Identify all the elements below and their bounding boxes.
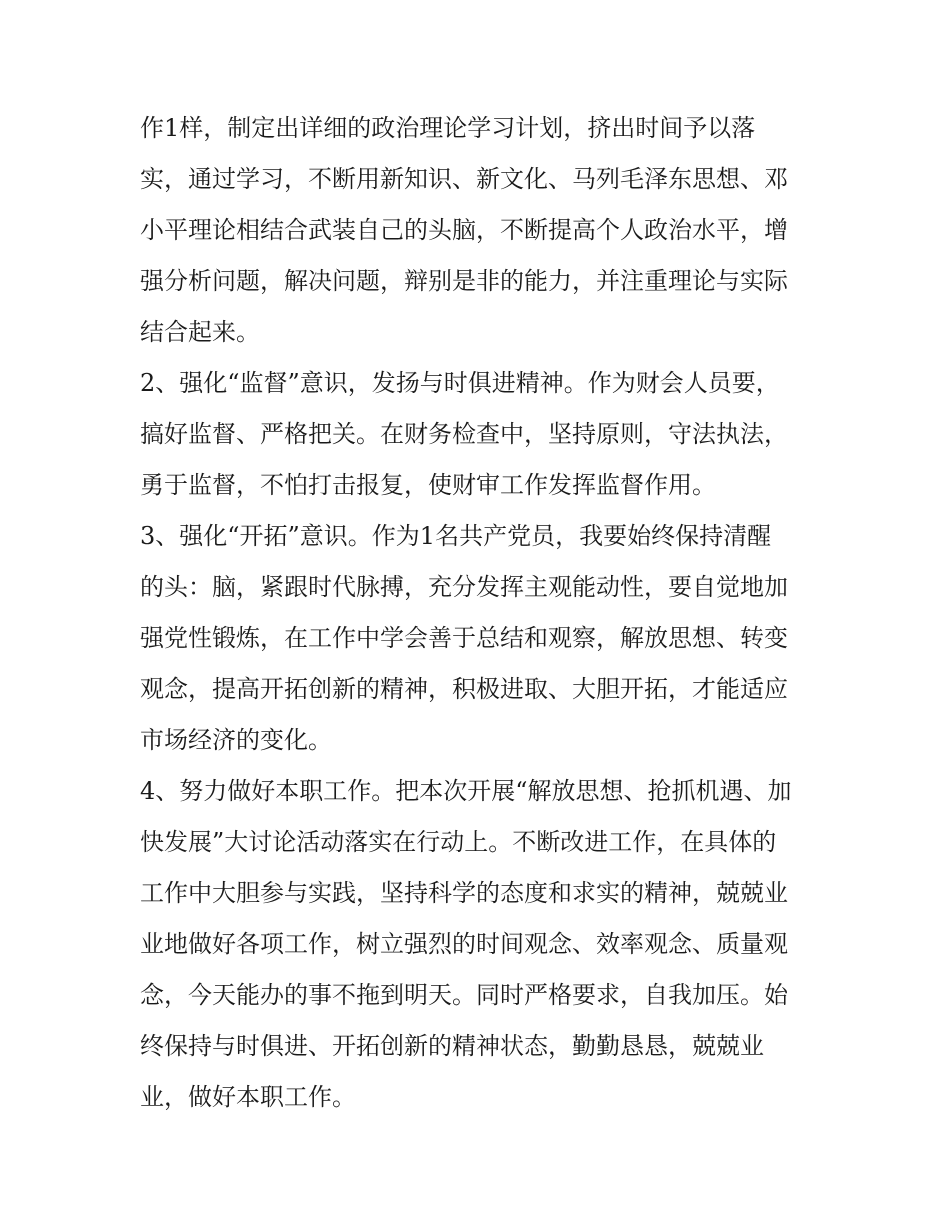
text-line: 终保持与时俱进、开拓创新的精神状态，勤勤恳恳，兢兢业 — [140, 1032, 764, 1060]
text-line: 市场经济的变化。 — [140, 726, 332, 754]
text-line: 4、努力做好本职工作。把本次开展“解放思想、抢抓机遇、加 — [140, 777, 792, 805]
text-line: 2、强化“监督”意识，发扬与时俱进精神。作为财会人员要， — [140, 369, 780, 397]
text-line: 3、强化“开拓”意识。作为1名共产党员，我要始终保持清醒 — [140, 522, 772, 550]
text-line: 强分析问题，解决问题，辩别是非的能力，并注重理论与实际 — [140, 267, 788, 295]
text-line: 观念，提高开拓创新的精神，积极进取、大胆开拓，才能适应 — [140, 675, 788, 703]
text-line: 的头：脑，紧跟时代脉搏，充分发挥主观能动性，要自觉地加 — [140, 573, 788, 601]
text-line: 搞好监督、严格把关。在财务检查中，坚持原则，守法执法， — [140, 420, 788, 448]
text-line: 业地做好各项工作，树立强烈的时间观念、效率观念、质量观 — [140, 930, 788, 958]
document-body — [140, 103, 820, 1123]
text-line: 念，今天能办的事不拖到明天。同时严格要求，自我加压。始 — [140, 981, 788, 1009]
text-line: 业，做好本职工作。 — [140, 1083, 356, 1111]
text-line: 作1样，制定出详细的政治理论学习计划，挤出时间予以落 — [140, 114, 756, 142]
text-line: 强党性锻炼，在工作中学会善于总结和观察，解放思想、转变 — [140, 624, 788, 652]
text-line: 结合起来。 — [140, 318, 260, 346]
text-line: 勇于监督，不怕打击报复，使财审工作发挥监督作用。 — [140, 471, 716, 499]
text-line: 快发展”大讨论活动落实在行动上。不断改进工作，在具体的 — [140, 828, 777, 856]
text-line: 工作中大胆参与实践，坚持科学的态度和求实的精神，兢兢业 — [140, 879, 788, 907]
text-line: 小平理论相结合武装自己的头脑，不断提高个人政治水平，增 — [140, 216, 788, 244]
text-line: 实，通过学习，不断用新知识、新文化、马列毛泽东思想、邓 — [140, 165, 788, 193]
